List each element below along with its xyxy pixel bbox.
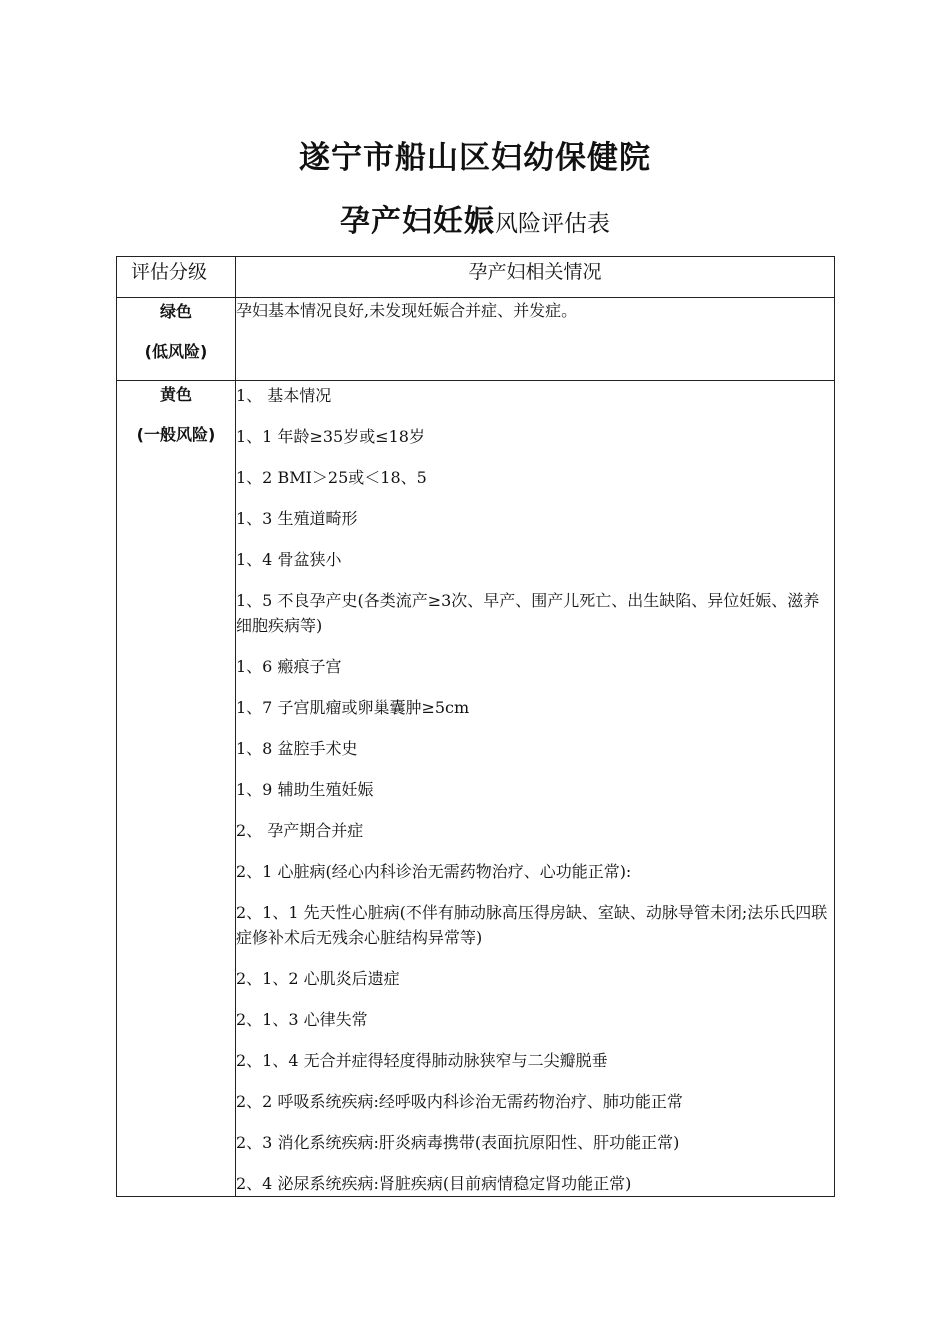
yellow-row bbox=[117, 381, 835, 1197]
risk-assessment-table bbox=[116, 256, 835, 1197]
subtitle-main: 孕产妇妊娠 bbox=[340, 204, 495, 239]
list-item: 1、7 子宫肌瘤或卵巢囊肿≥5cm bbox=[236, 698, 470, 717]
yellow-items-cell bbox=[236, 381, 835, 1197]
list-item: 2、1 心脏病(经心内科诊治无需药物治疗、心功能正常): bbox=[236, 862, 632, 881]
list-item: 2、1、1 先天性心脏病(不伴有肺动脉高压得房缺、室缺、动脉导管未闭;法乐氏四联症修补术后无残余心脏结构异常等) bbox=[236, 903, 828, 947]
green-color-label: 绿色 bbox=[159, 302, 192, 321]
list-item: 1、2 BMI＞25或＜18、5 bbox=[236, 468, 427, 487]
yellow-risk-label: (一般风险) bbox=[136, 425, 216, 444]
document-subtitle bbox=[0, 196, 950, 240]
green-level-cell bbox=[117, 298, 236, 381]
header-situation: 孕产妇相关情况 bbox=[236, 257, 835, 298]
table-header-row bbox=[117, 257, 835, 298]
list-item: 2、1、3 心律失常 bbox=[236, 1010, 368, 1029]
list-item: 1、4 骨盆狭小 bbox=[236, 550, 342, 569]
list-item: 2、3 消化系统疾病:肝炎病毒携带(表面抗原阳性、肝功能正常) bbox=[236, 1133, 680, 1152]
list-item: 2、2 呼吸系统疾病:经呼吸内科诊治无需药物治疗、肺功能正常 bbox=[236, 1092, 683, 1111]
list-item: 1、5 不良孕产史(各类流产≥3次、早产、围产儿死亡、出生缺陷、异位妊娠、滋养细胞疾病等) bbox=[236, 591, 820, 635]
document-title: 遂宁市船山区妇幼保健院 bbox=[299, 140, 651, 176]
list-item: 1、6 瘢痕子宫 bbox=[236, 657, 342, 676]
yellow-color-label: 黄色 bbox=[159, 385, 192, 404]
list-item: 1、 基本情况 bbox=[236, 386, 332, 405]
list-item: 2、4 泌尿系统疾病:肾脏疾病(目前病情稳定肾功能正常) bbox=[236, 1174, 632, 1193]
green-risk-label: (低风险) bbox=[144, 342, 208, 361]
header-level: 评估分级 bbox=[117, 257, 236, 298]
subtitle-rest: 风险评估表 bbox=[495, 211, 610, 237]
list-item: 1、9 辅助生殖妊娠 bbox=[236, 780, 374, 799]
green-description: 孕妇基本情况良好,未发现妊娠合并症、并发症。 bbox=[236, 298, 835, 381]
green-row bbox=[117, 298, 835, 381]
yellow-level-cell bbox=[117, 381, 236, 1197]
list-item: 1、1 年龄≥35岁或≤18岁 bbox=[236, 427, 425, 446]
list-item: 2、1、2 心肌炎后遗症 bbox=[236, 969, 400, 988]
list-item: 2、 孕产期合并症 bbox=[236, 821, 364, 840]
list-item: 2、1、4 无合并症得轻度得肺动脉狭窄与二尖瓣脱垂 bbox=[236, 1051, 608, 1070]
list-item: 1、3 生殖道畸形 bbox=[236, 509, 358, 528]
list-item: 1、8 盆腔手术史 bbox=[236, 739, 358, 758]
